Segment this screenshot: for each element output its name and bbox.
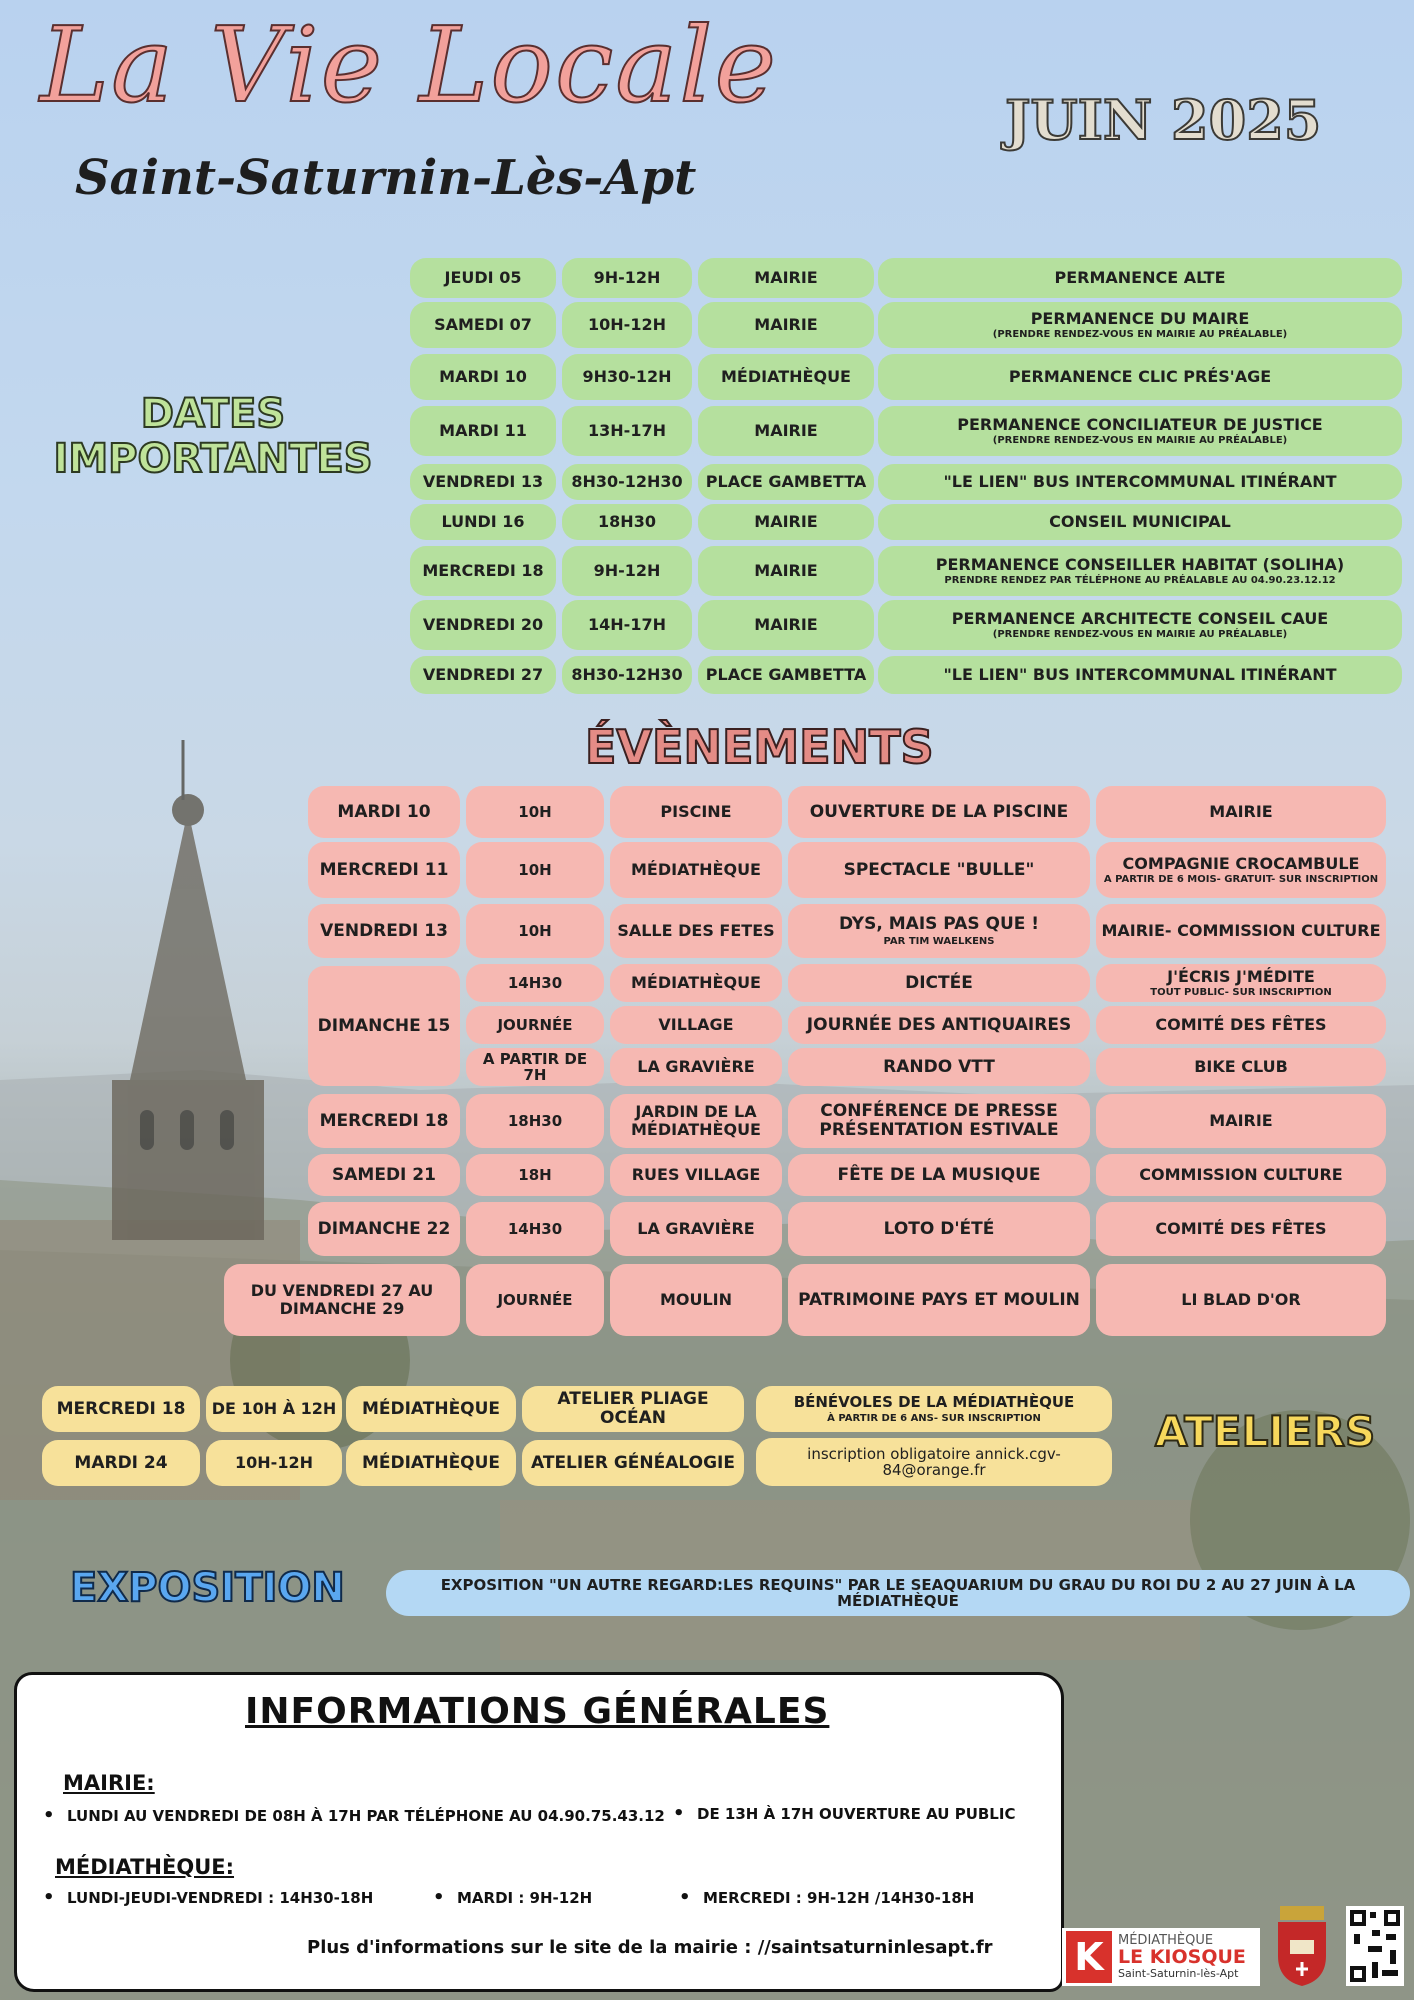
date-row-7-event-note: (PRENDRE RENDEZ-VOUS EN MAIRIE AU PRÉALABLE) (992, 629, 1288, 641)
date-row-8-time-text: 8H30-12H30 (571, 665, 683, 685)
mairie-hours-public: • DE 13H À 17H OUVERTURE AU PUBLIC (697, 1805, 1015, 1823)
general-info-panel (14, 1672, 1064, 1992)
atelier-row-0-event-text: ATELIER PLIAGE OCÉAN (557, 1389, 709, 1428)
date-row-2-day-text: MARDI 10 (439, 367, 527, 387)
coat-of-arms-icon (1272, 1904, 1332, 1988)
date-row-8-place-text: PLACE GAMBETTA (705, 665, 867, 685)
event-row-8-event-text: LOTO D'ÉTÉ (883, 1218, 995, 1239)
date-row-8-place (698, 656, 874, 694)
event-row-5-event (788, 1048, 1090, 1086)
date-row-4-event-text: "LE LIEN" BUS INTERCOMMUNAL ITINÉRANT (943, 472, 1337, 492)
atelier-row-1-event-text: ATELIER GÉNÉALOGIE (531, 1452, 735, 1473)
date-row-7-place-text: MAIRIE (754, 615, 818, 635)
event-row-0-place (610, 786, 782, 838)
date-row-0-event (878, 258, 1402, 298)
mediatheque-label: MÉDIATHÈQUE: (55, 1855, 235, 1879)
event-row-1-event-text: SPECTACLE "BULLE" (843, 859, 1035, 880)
event-row-8-time (466, 1202, 604, 1256)
event-row-2-day (308, 904, 460, 958)
event-row-4-time-text: JOURNÉE (497, 1015, 573, 1034)
event-row-4-event-text: JOURNÉE DES ANTIQUAIRES (806, 1014, 1072, 1035)
events-heading: ÉVÈNEMENTS (585, 720, 934, 774)
date-row-1-place-text: MAIRIE (754, 315, 818, 335)
date-row-6-event-text: PERMANENCE CONSEILLER HABITAT (SOLIHA) (935, 554, 1345, 574)
event-row-3-day-text: DIMANCHE 15 (317, 1015, 451, 1036)
event-row-1-time (466, 842, 604, 898)
atelier-row-0-event (522, 1386, 744, 1432)
date-row-2-event-text: PERMANENCE CLIC PRÉS'AGE (1008, 367, 1272, 387)
atelier-row-0-place (346, 1386, 516, 1432)
mairie-label: MAIRIE: (63, 1771, 155, 1795)
date-row-0-time (562, 258, 692, 298)
date-row-2-event (878, 354, 1402, 400)
event-row-8-day (308, 1202, 460, 1256)
ateliers-contact-text: inscription obligatoire annick.cgv-84@orange.fr (807, 1444, 1061, 1479)
event-row-3-time (466, 964, 604, 1002)
event-row-2-time-text: 10H (518, 921, 552, 940)
event-row-3-org-text: J'ÉCRIS J'MÉDITE (1167, 966, 1315, 986)
event-row-2-day-text: VENDREDI 13 (320, 920, 448, 941)
ateliers-volunteers-title: BÉNÉVOLES DE LA MÉDIATHÈQUE (793, 1393, 1075, 1412)
event-row-2-place-text: SALLE DES FETES (617, 921, 775, 941)
date-row-5-day (410, 504, 556, 540)
date-row-4-time-text: 8H30-12H30 (571, 472, 683, 492)
date-row-3-event-note: (PRENDRE RENDEZ-VOUS EN MAIRIE AU PRÉALABLE) (992, 435, 1288, 447)
date-row-4-place-text: PLACE GAMBETTA (705, 472, 867, 492)
atelier-row-1-place (346, 1440, 516, 1486)
date-row-7-day (410, 600, 556, 650)
date-row-6-day (410, 546, 556, 596)
date-row-4-place (698, 464, 874, 500)
date-row-0-day (410, 258, 556, 298)
event-row-0-time (466, 786, 604, 838)
date-row-5-day-text: LUNDI 16 (441, 512, 525, 532)
event-row-2-event-note: PAR TIM WAELKENS (883, 935, 995, 947)
date-row-0-place (698, 258, 874, 298)
date-row-5-time-text: 18H30 (598, 512, 656, 532)
ateliers-volunteers-note: À PARTIR DE 6 ANS- SUR INSCRIPTION (827, 1412, 1041, 1424)
date-row-1-place (698, 302, 874, 348)
atelier-row-1-day (42, 1440, 200, 1486)
event-row-3-place (610, 964, 782, 1002)
date-row-6-time (562, 546, 692, 596)
event-row-3-org-note: TOUT PUBLIC- SUR INSCRIPTION (1150, 987, 1332, 999)
date-row-5-place (698, 504, 874, 540)
atelier-row-1-event (522, 1440, 744, 1486)
dates-heading: DATES IMPORTANTES (53, 391, 373, 482)
event-row-5-place-text: LA GRAVIÈRE (637, 1057, 755, 1077)
date-row-7-place (698, 600, 874, 650)
event-row-6-time-text: 18H30 (507, 1111, 563, 1130)
atelier-row-0-time-text: DE 10H À 12H (211, 1399, 337, 1419)
event-row-4-event (788, 1006, 1090, 1044)
date-row-1-time-text: 10H-12H (588, 315, 666, 335)
event-row-0-org (1096, 786, 1386, 838)
event-row-6-org (1096, 1094, 1386, 1148)
date-row-0-day-text: JEUDI 05 (444, 268, 522, 288)
event-row-1-day (308, 842, 460, 898)
date-row-8-event (878, 656, 1402, 694)
atelier-row-1-place-text: MÉDIATHÈQUE (361, 1452, 501, 1473)
event-row-8-org (1096, 1202, 1386, 1256)
event-row-2-org (1096, 904, 1386, 958)
mairie-hours-phone: • LUNDI AU VENDREDI DE 08H À 17H PAR TÉLÉPHONE AU 04.90.75.43.12 (67, 1807, 665, 1825)
event-row-7-place (610, 1154, 782, 1196)
date-row-2-time-text: 9H30-12H (582, 367, 672, 387)
event-row-5-event-text: RANDO VTT (883, 1056, 995, 1077)
event-row-3-time-text: 14H30 (507, 973, 563, 992)
event-row-3-day (308, 966, 460, 1086)
date-row-6-event-note: PRENDRE RENDEZ PAR TÉLÉPHONE AU PRÉALABLE AU 04.90.23.12.12 (944, 575, 1336, 587)
event-row-1-event (788, 842, 1090, 898)
event-row-9-org-text: LI BLAD D'OR (1181, 1290, 1301, 1310)
date-row-3-place-text: MAIRIE (754, 421, 818, 441)
event-row-6-place (610, 1094, 782, 1148)
date-row-2-place-text: MÉDIATHÈQUE (721, 367, 851, 387)
date-row-4-day (410, 464, 556, 500)
date-row-7-event (878, 600, 1402, 650)
event-row-3-event-text: DICTÉE (905, 972, 973, 993)
event-row-7-place-text: RUES VILLAGE (631, 1165, 761, 1185)
date-row-8-day (410, 656, 556, 694)
date-row-8-event-text: "LE LIEN" BUS INTERCOMMUNAL ITINÉRANT (943, 665, 1337, 685)
event-row-1-place-text: MÉDIATHÈQUE (631, 860, 761, 880)
poster-title: La Vie Locale (40, 4, 779, 126)
event-row-0-time-text: 10H (518, 802, 552, 821)
event-row-8-place-text: LA GRAVIÈRE (637, 1219, 755, 1239)
date-row-1-day-text: SAMEDI 07 (434, 315, 532, 335)
info-title: INFORMATIONS GÉNÉRALES (245, 1691, 830, 1732)
atelier-row-0-place-text: MÉDIATHÈQUE (361, 1398, 501, 1419)
event-row-7-event-text: FÊTE DE LA MUSIQUE (837, 1164, 1041, 1185)
kiosque-logo (1062, 1928, 1260, 1986)
event-row-0-event-text: OUVERTURE DE LA PISCINE (809, 801, 1069, 822)
event-row-9-time (466, 1264, 604, 1336)
date-row-1-time (562, 302, 692, 348)
poster-month: JUIN 2025 (1005, 88, 1322, 152)
atelier-row-0-day-text: MERCREDI 18 (56, 1398, 186, 1419)
date-row-0-event-text: PERMANENCE ALTE (1054, 268, 1226, 288)
date-row-5-time (562, 504, 692, 540)
event-row-9-time-text: JOURNÉE (497, 1290, 573, 1309)
event-row-2-place (610, 904, 782, 958)
exposition-text: EXPOSITION "UN AUTRE REGARD:LES REQUINS" PAR LE SEAQUARIUM DU GRAU DU ROI DU 2 AU 27 JUIN À LA MÉDIATHÈQUE (440, 1575, 1356, 1610)
date-row-7-time (562, 600, 692, 650)
mediatheque-hours-1: • LUNDI-JEUDI-VENDREDI : 14H30-18H (67, 1889, 373, 1907)
event-row-5-time (466, 1048, 604, 1086)
date-row-6-event (878, 546, 1402, 596)
date-row-5-place-text: MAIRIE (754, 512, 818, 532)
date-row-2-day (410, 354, 556, 400)
event-row-9-event-text: PATRIMOINE PAYS ET MOULIN (798, 1289, 1080, 1310)
date-row-4-event (878, 464, 1402, 500)
date-row-6-place (698, 546, 874, 596)
event-row-0-place-text: PISCINE (660, 802, 732, 822)
event-row-4-place-text: VILLAGE (658, 1015, 734, 1035)
event-row-4-org-text: COMITÉ DES FÊTES (1155, 1015, 1327, 1035)
date-row-7-day-text: VENDREDI 20 (422, 615, 544, 635)
date-row-3-day-text: MARDI 11 (439, 421, 527, 441)
event-row-0-day (308, 786, 460, 838)
atelier-row-1-day-text: MARDI 24 (74, 1452, 168, 1473)
ateliers-volunteers (756, 1386, 1112, 1432)
event-row-6-event-text: CONFÉRENCE DE PRESSE PRÉSENTATION ESTIVALE (819, 1101, 1059, 1140)
event-row-4-place (610, 1006, 782, 1044)
date-row-6-time-text: 9H-12H (593, 561, 661, 581)
event-row-0-event (788, 786, 1090, 838)
ateliers-heading: ATELIERS (1155, 1407, 1376, 1456)
event-row-1-place (610, 842, 782, 898)
date-row-4-time (562, 464, 692, 500)
event-row-0-day-text: MARDI 10 (337, 801, 431, 822)
event-row-6-org-text: MAIRIE (1209, 1111, 1273, 1131)
bell-tower (112, 740, 264, 1240)
info-footer-link[interactable]: Plus d'informations sur le site de la mairie : //saintsaturninlesapt.fr (307, 1937, 993, 1958)
date-row-2-time (562, 354, 692, 400)
event-row-8-day-text: DIMANCHE 22 (317, 1218, 451, 1239)
event-row-9-event (788, 1264, 1090, 1336)
event-row-7-time (466, 1154, 604, 1196)
event-row-1-org (1096, 842, 1386, 898)
event-row-7-day-text: SAMEDI 21 (332, 1164, 436, 1185)
date-row-2-place (698, 354, 874, 400)
event-row-6-time (466, 1094, 604, 1148)
date-row-3-place (698, 406, 874, 456)
atelier-row-0-day (42, 1386, 200, 1432)
date-row-8-day-text: VENDREDI 27 (422, 665, 544, 685)
date-row-1-event (878, 302, 1402, 348)
date-row-6-place-text: MAIRIE (754, 561, 818, 581)
event-row-7-event (788, 1154, 1090, 1196)
mediatheque-hours-2: • MARDI : 9H-12H (457, 1889, 592, 1907)
mediatheque-hours-3: • MERCREDI : 9H-12H /14H30-18H (703, 1889, 974, 1907)
event-row-9-day-text: DU VENDREDI 27 AU DIMANCHE 29 (250, 1281, 434, 1318)
date-row-3-day (410, 406, 556, 456)
kiosque-k-icon: K (1066, 1931, 1112, 1983)
event-row-2-event-text: DYS, MAIS PAS QUE ! (838, 914, 1040, 935)
event-row-0-org-text: MAIRIE (1209, 802, 1273, 822)
event-row-6-day-text: MERCREDI 18 (319, 1110, 449, 1131)
date-row-7-time-text: 14H-17H (588, 615, 666, 635)
date-row-0-place-text: MAIRIE (754, 268, 818, 288)
date-row-0-time-text: 9H-12H (593, 268, 661, 288)
atelier-row-0-time (206, 1386, 342, 1432)
event-row-3-place-text: MÉDIATHÈQUE (631, 973, 761, 993)
event-row-1-org-note: A PARTIR DE 6 MOIS- GRATUIT- SUR INSCRIPTION (1103, 874, 1379, 886)
date-row-1-event-note: (PRENDRE RENDEZ-VOUS EN MAIRIE AU PRÉALABLE) (992, 329, 1288, 341)
date-row-3-time-text: 13H-17H (588, 421, 666, 441)
event-row-1-org-text: COMPAGNIE CROCAMBULE (1122, 853, 1360, 873)
event-row-5-org-text: BIKE CLUB (1194, 1057, 1288, 1077)
event-row-2-event (788, 904, 1090, 958)
date-row-3-event-text: PERMANENCE CONCILIATEUR DE JUSTICE (957, 414, 1323, 434)
event-row-5-place (610, 1048, 782, 1086)
event-row-9-day (224, 1264, 460, 1336)
kiosque-line1: MÉDIATHÈQUE (1118, 1933, 1214, 1949)
event-row-8-time-text: 14H30 (507, 1219, 563, 1238)
event-row-9-org (1096, 1264, 1386, 1336)
date-row-5-event (878, 504, 1402, 540)
atelier-row-1-time (206, 1440, 342, 1486)
date-row-4-day-text: VENDREDI 13 (422, 472, 544, 492)
event-row-8-org-text: COMITÉ DES FÊTES (1155, 1219, 1327, 1239)
poster-subtitle: Saint-Saturnin-Lès-Apt (75, 150, 697, 206)
event-row-8-event (788, 1202, 1090, 1256)
event-row-2-org-text: MAIRIE- COMMISSION CULTURE (1101, 921, 1381, 941)
qr-code-icon[interactable] (1346, 1906, 1404, 1986)
atelier-row-1-time-text: 10H-12H (235, 1453, 313, 1473)
date-row-8-time (562, 656, 692, 694)
event-row-1-day-text: MERCREDI 11 (319, 859, 449, 880)
event-row-6-event (788, 1094, 1090, 1148)
exposition-heading: EXPOSITION (70, 1565, 345, 1611)
date-row-1-event-text: PERMANENCE DU MAIRE (1030, 308, 1250, 328)
event-row-6-day (308, 1094, 460, 1148)
kiosque-line3: Saint-Saturnin-lès-Apt (1118, 1967, 1239, 1981)
ateliers-contact (756, 1438, 1112, 1486)
event-row-2-time (466, 904, 604, 958)
date-row-5-event-text: CONSEIL MUNICIPAL (1049, 512, 1231, 532)
date-row-1-day (410, 302, 556, 348)
event-row-1-time-text: 10H (518, 860, 552, 879)
event-row-5-time-text: A PARTIR DE 7H (482, 1049, 588, 1084)
event-row-9-place-text: MOULIN (659, 1290, 733, 1310)
exposition-banner (386, 1570, 1410, 1616)
event-row-8-place (610, 1202, 782, 1256)
event-row-6-place-text: JARDIN DE LA MÉDIATHÈQUE (631, 1102, 761, 1139)
event-row-9-place (610, 1264, 782, 1336)
event-row-4-org (1096, 1006, 1386, 1044)
date-row-7-event-text: PERMANENCE ARCHITECTE CONSEIL CAUE (951, 608, 1329, 628)
date-row-6-day-text: MERCREDI 18 (422, 561, 544, 581)
event-row-7-org-text: COMMISSION CULTURE (1139, 1165, 1343, 1185)
event-row-7-org (1096, 1154, 1386, 1196)
event-row-3-event (788, 964, 1090, 1002)
event-row-4-time (466, 1006, 604, 1044)
event-row-5-org (1096, 1048, 1386, 1086)
event-row-7-time-text: 18H (518, 1165, 552, 1184)
event-row-3-org (1096, 964, 1386, 1002)
kiosque-line2: LE KIOSQUE (1118, 1946, 1246, 1969)
date-row-3-event (878, 406, 1402, 456)
event-row-7-day (308, 1154, 460, 1196)
date-row-3-time (562, 406, 692, 456)
